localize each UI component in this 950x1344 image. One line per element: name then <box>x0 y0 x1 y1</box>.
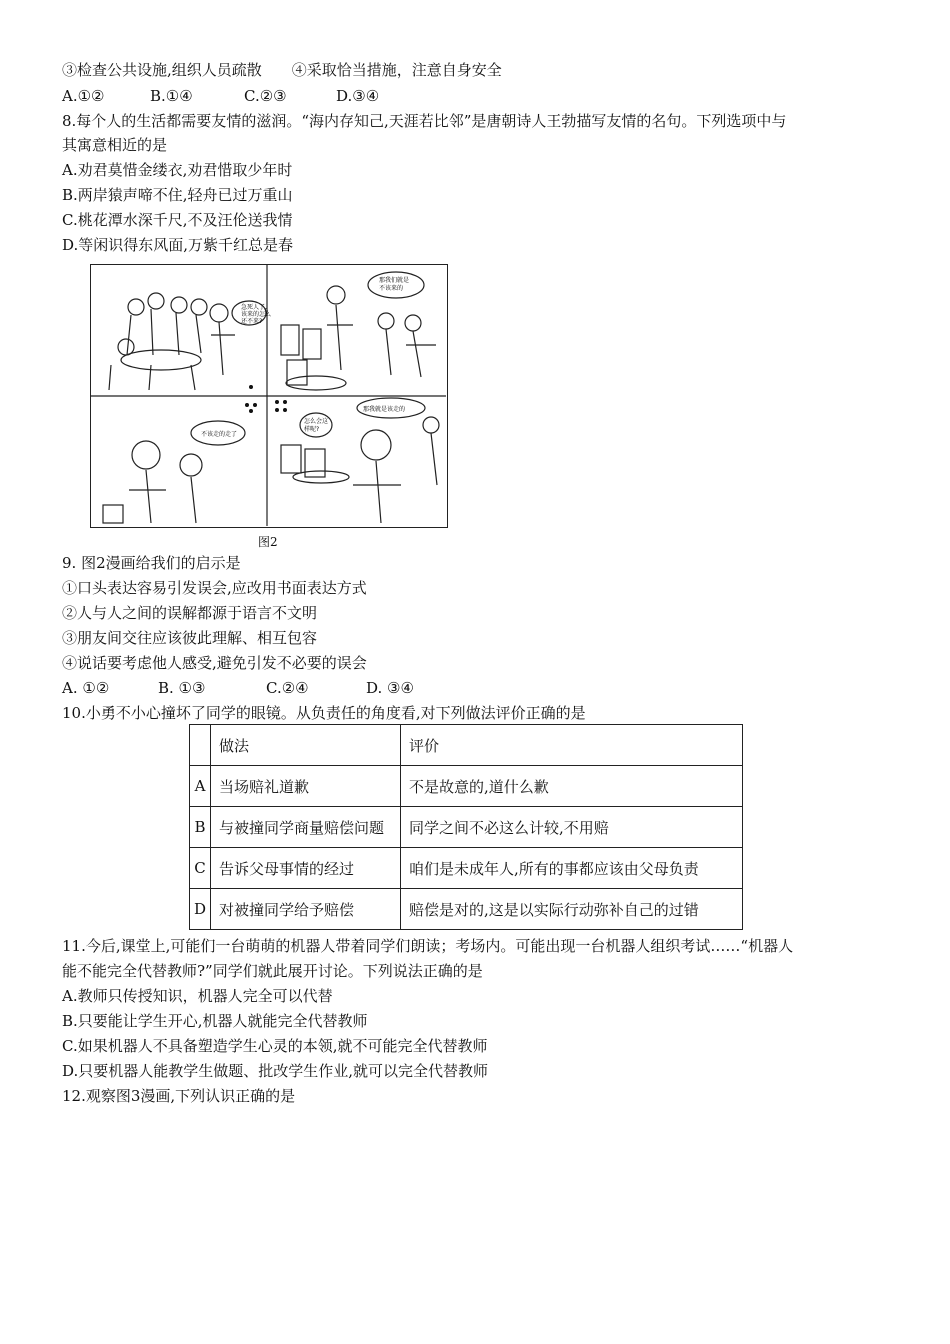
figure-2-caption: 图2 <box>258 535 278 549</box>
bubble-1-line1: 急死人了, <box>241 304 267 311</box>
q11-option-b: B.只要能让学生开心,机器人就能完全代替教师 <box>62 1012 368 1030</box>
comic-illustration <box>91 265 446 526</box>
q9-item-3: ③朋友间交往应该彼此理解、相互包容 <box>62 629 318 647</box>
table-cell: B <box>190 807 211 848</box>
table-cell: D <box>190 889 211 930</box>
q7-option-a: A.①② <box>62 87 105 105</box>
table-header-cell <box>190 725 211 766</box>
table-cell: 咱们是未成年人,所有的事都应该由父母负责 <box>401 848 743 889</box>
q10-stem: 10.小勇不小心撞坏了同学的眼镜。从负责任的角度看,对下列做法评价正确的是 <box>62 704 586 722</box>
table-header-cell: 做法 <box>211 725 401 766</box>
table-row <box>190 766 743 807</box>
q8-stem-line2: 其寓意相近的是 <box>62 136 168 154</box>
q9-item-2: ②人与人之间的误解都源于语言不文明 <box>62 604 318 622</box>
table-cell: C <box>190 848 211 889</box>
q9-option-d: D. ③④ <box>366 679 414 697</box>
table-row <box>190 889 743 930</box>
q7-option-d: D.③④ <box>336 87 380 105</box>
table-cell: 赔偿是对的,这是以实际行动弥补自己的过错 <box>401 889 743 930</box>
q7-option-c: C.②③ <box>244 87 287 105</box>
q11-stem-line1: 11.今后,课堂上,可能们一台萌萌的机器人带着同学们朗读；考场内。可能出现一台机器人组织考试……“机器人 <box>62 937 794 955</box>
q9-option-a: A. ①② <box>62 679 110 697</box>
table-row <box>190 807 743 848</box>
bubble-2-line2: 不该来的 <box>379 285 404 292</box>
bubble-5: 那我就是该走的 <box>363 406 406 413</box>
q9-stem: 9. 图2漫画给我们的启示是 <box>62 554 241 572</box>
q7-items-tail: ③检查公共设施,组织人员疏散 ④采取恰当措施，注意自身安全 <box>62 61 502 79</box>
q8-stem-line1: 8.每个人的生活都需要友情的滋润。“海内存知己,天涯若比邻”是唐朝诗人王勃描写友情的名句。下列选项中与 <box>62 112 787 130</box>
q8-option-c: C.桃花潭水深千尺,不及汪伦送我情 <box>62 211 293 229</box>
table-cell: A <box>190 766 211 807</box>
table-header-row <box>190 725 743 766</box>
bubble-1-line2: 该来的怎么 <box>241 311 272 318</box>
q8-option-b: B.两岸猿声啼不住,轻舟已过万重山 <box>62 186 293 204</box>
table-cell: 对被撞同学给予赔偿 <box>211 889 401 930</box>
evaluation-table <box>189 724 743 930</box>
q9-item-1: ①口头表达容易引发误会,应改用书面表达方式 <box>62 579 367 597</box>
q7-options <box>62 86 379 106</box>
comic-figure-2 <box>90 264 448 528</box>
q9-item-4: ④说话要考虑他人感受,避免引发不必要的误会 <box>62 654 367 672</box>
table-row <box>190 848 743 889</box>
q9-options <box>62 678 414 698</box>
q12-stem: 12.观察图3漫画,下列认识正确的是 <box>62 1087 296 1105</box>
q7-option-b: B.①④ <box>150 87 193 105</box>
q9-option-c: C.②④ <box>266 679 309 697</box>
bubble-2-line1: 那我们就是 <box>379 277 410 284</box>
table-header-cell: 评价 <box>401 725 743 766</box>
q9-option-b: B. ①③ <box>158 679 206 697</box>
q8-option-a: A.劝君莫惜金缕衣,劝君惜取少年时 <box>62 161 293 179</box>
table-cell: 同学之间不必这么计较,不用赔 <box>401 807 743 848</box>
bubble-1-line3: 还不来? <box>241 318 263 325</box>
table-cell: 告诉父母事情的经过 <box>211 848 401 889</box>
q11-option-a: A.教师只传授知识，机器人完全可以代替 <box>62 987 333 1005</box>
bubble-3: 不该走的走了 <box>201 431 238 438</box>
q11-option-d: D.只要机器人能教学生做题、批改学生作业,就可以完全代替教师 <box>62 1062 489 1080</box>
table-cell: 不是故意的,道什么歉 <box>401 766 743 807</box>
table-cell: 当场赔礼道歉 <box>211 766 401 807</box>
q11-stem-line2: 能不能完全代替教师?”同学们就此展开讨论。下列说法正确的是 <box>62 962 483 980</box>
q11-option-c: C.如果机器人不具备塑造学生心灵的本领,就不可能完全代替教师 <box>62 1037 488 1055</box>
bubble-4-line1: 怎么会这 <box>304 418 329 425</box>
bubble-4-line2: 样呢? <box>304 426 320 433</box>
table-cell: 与被撞同学商量赔偿问题 <box>211 807 401 848</box>
q8-option-d: D.等闲识得东风面,万紫千红总是春 <box>62 236 294 254</box>
